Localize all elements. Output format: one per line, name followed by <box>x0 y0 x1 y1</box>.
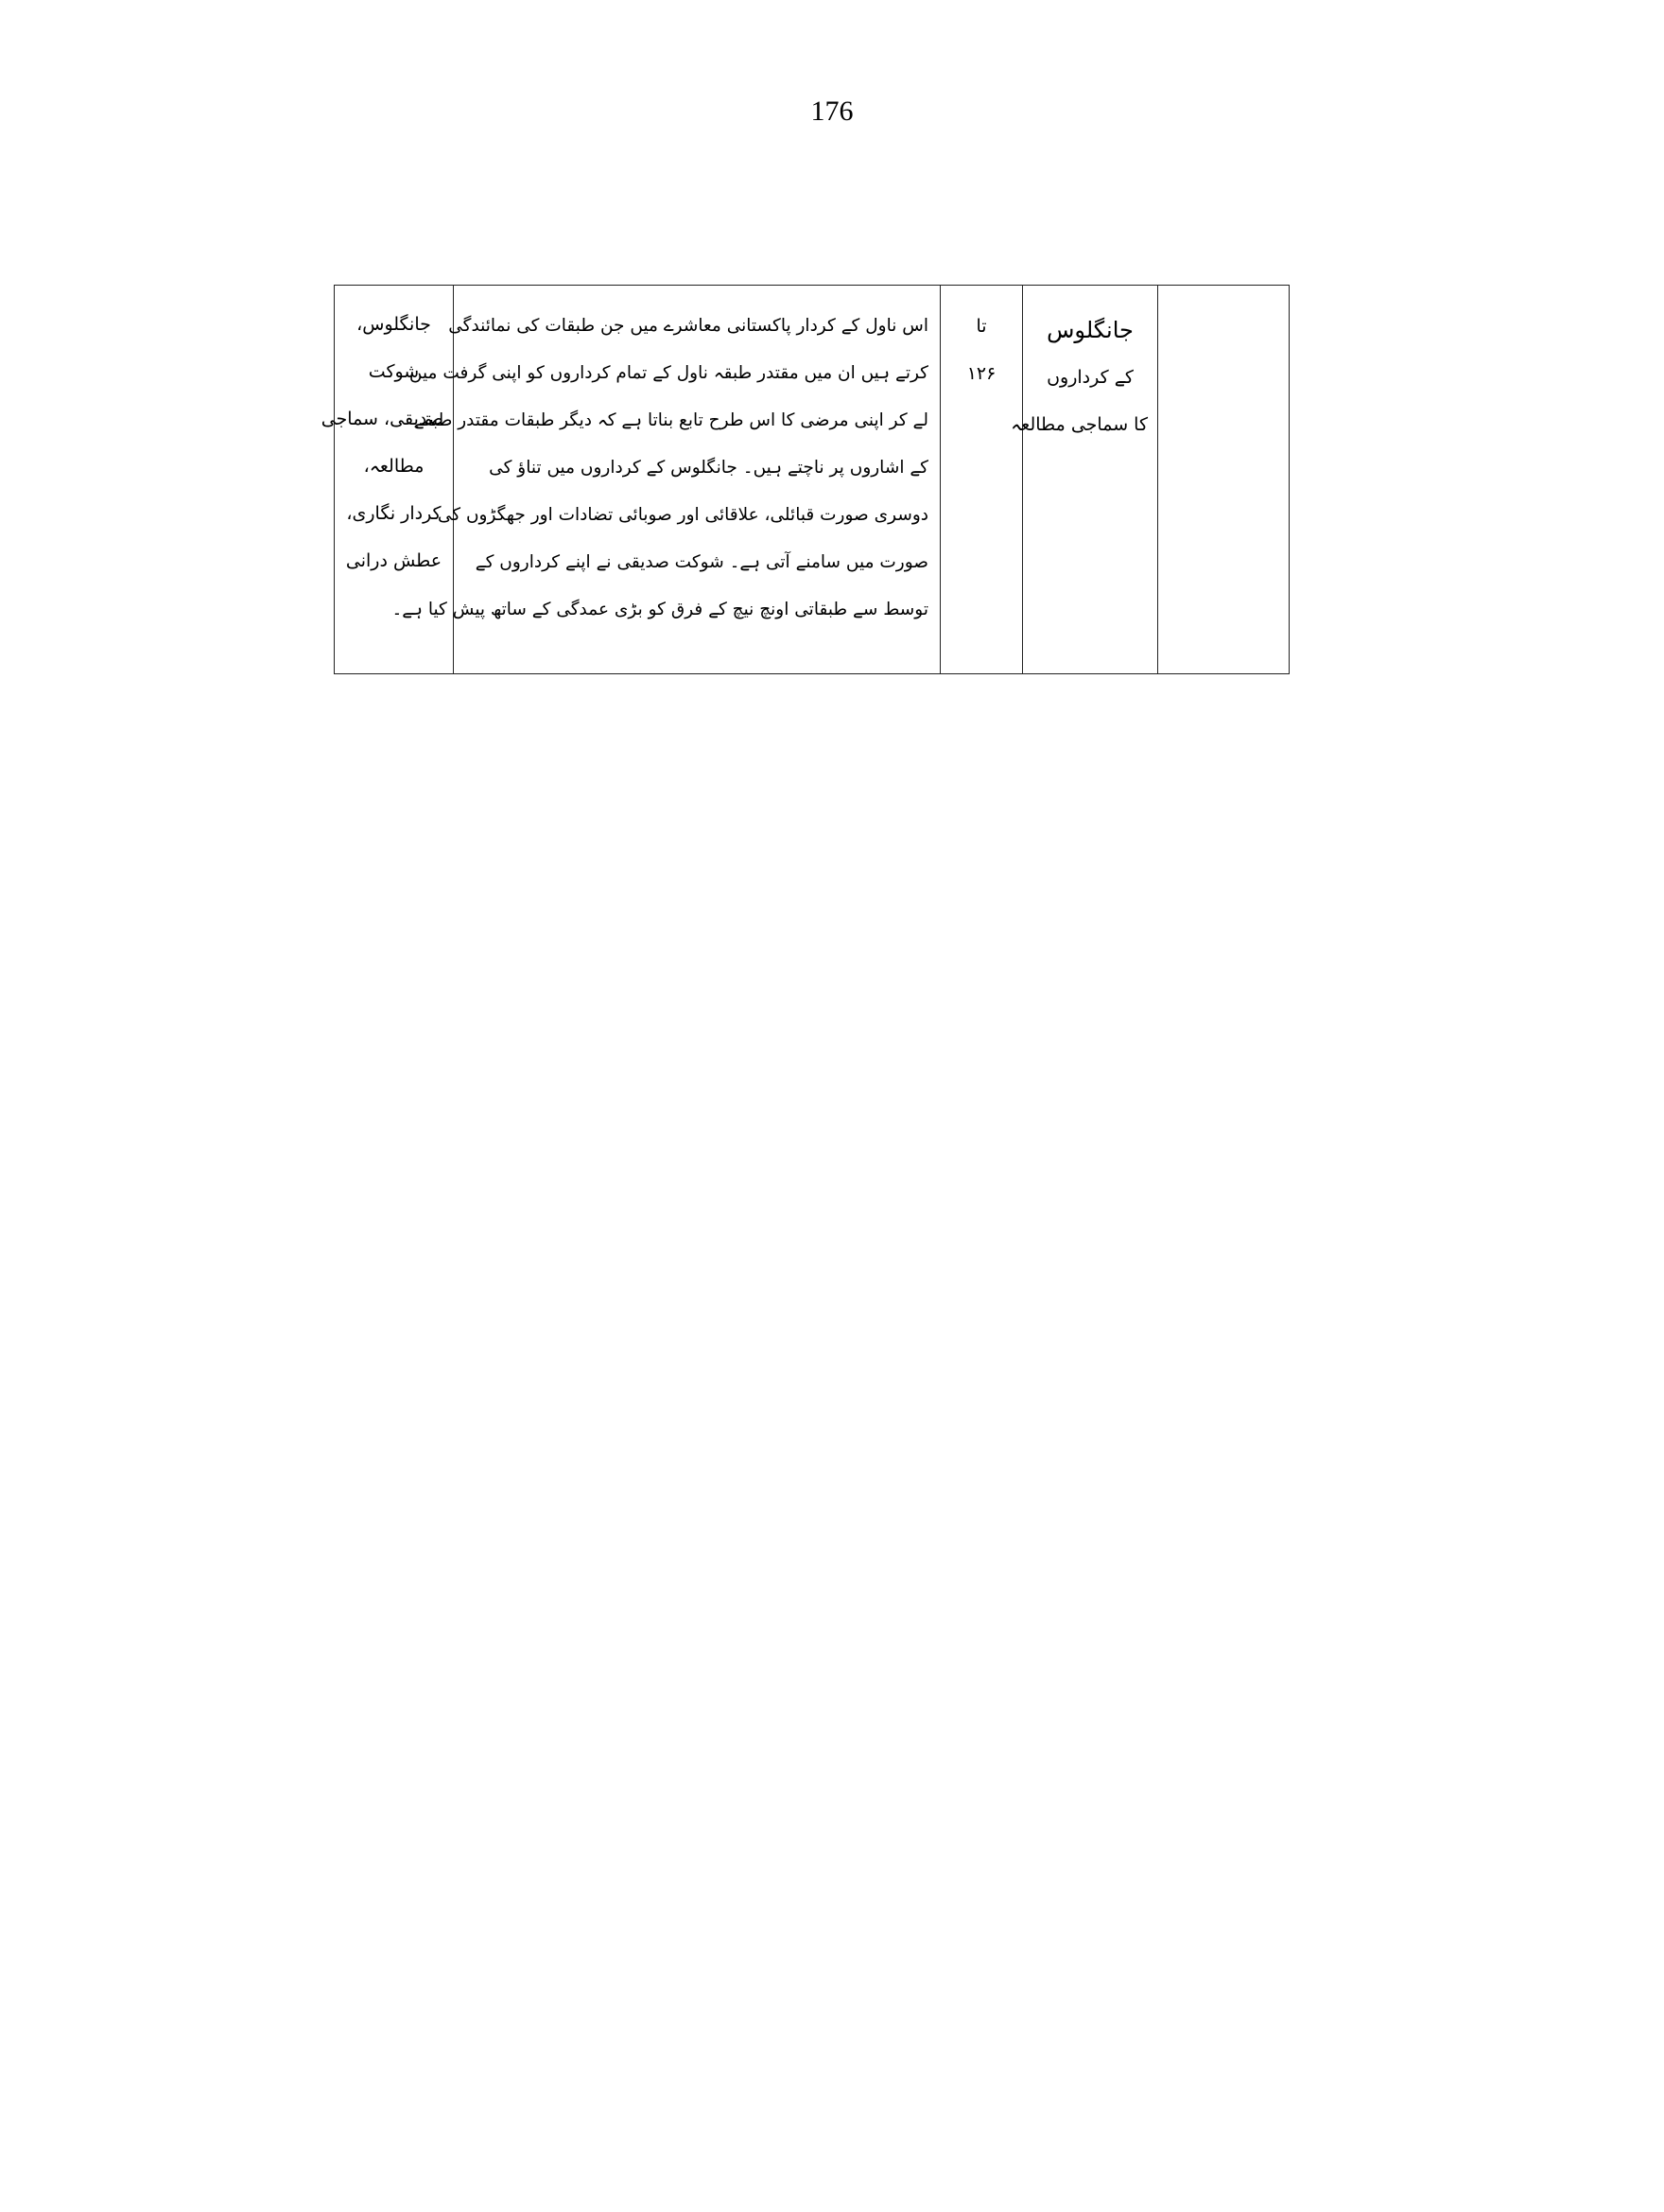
page-range-line: ۱۲۶ <box>966 363 997 384</box>
table-row <box>335 286 1290 674</box>
keyword-line: کردار نگاری، <box>346 503 442 524</box>
page-range-cell <box>941 286 1023 674</box>
summary-line: صورت میں سامنے آتی ہے۔ شوکت صدیقی نے اپنے کرداروں کے <box>475 552 928 572</box>
summary-line: لے کر اپنی مرضی کا اس طرح تابع بناتا ہے کہ دیگر طبقات مقتدر طبقے <box>413 410 928 430</box>
keyword-line: جانگلوس، <box>356 314 431 335</box>
summary-line: دوسری صورت قبائلی، علاقائی اور صوبائی تضادات اور جھگڑوں کی <box>437 505 928 525</box>
summary-line: کے اشاروں پر ناچتے ہیں۔ جانگلوس کے کرداروں میں تناؤ کی <box>489 458 928 478</box>
summary-line: توسط سے طبقاتی اونچ نیچ کے فرق کو بڑی عمدگی کے ساتھ پیش کیا ہے۔ <box>391 600 928 619</box>
summary-table <box>321 285 1290 674</box>
chapter-title-line: جانگلوس <box>1047 317 1134 343</box>
keyword-line: صدیقی، سماجی <box>321 409 443 429</box>
keyword-line: عطش درانی <box>345 550 442 571</box>
chapter-title-cell <box>1011 286 1158 674</box>
chapter-title-line: کا سماجی مطالعہ <box>1011 414 1148 435</box>
page-number: 176 <box>810 96 854 127</box>
summary-line: کرتے ہیں ان میں مقتدر طبقہ ناول کے تمام کرداروں کو اپنی گرفت میں <box>408 363 928 383</box>
blank-cell <box>1158 286 1290 674</box>
page-range-line: تا <box>976 316 987 337</box>
keyword-line: مطالعہ، <box>363 456 425 477</box>
keyword-line: شوکت <box>368 361 420 382</box>
summary-line: اس ناول کے کردار پاکستانی معاشرے میں جن طبقات کی نمائندگی <box>448 316 928 336</box>
chapter-title-line: کے کرداروں <box>1047 367 1134 388</box>
